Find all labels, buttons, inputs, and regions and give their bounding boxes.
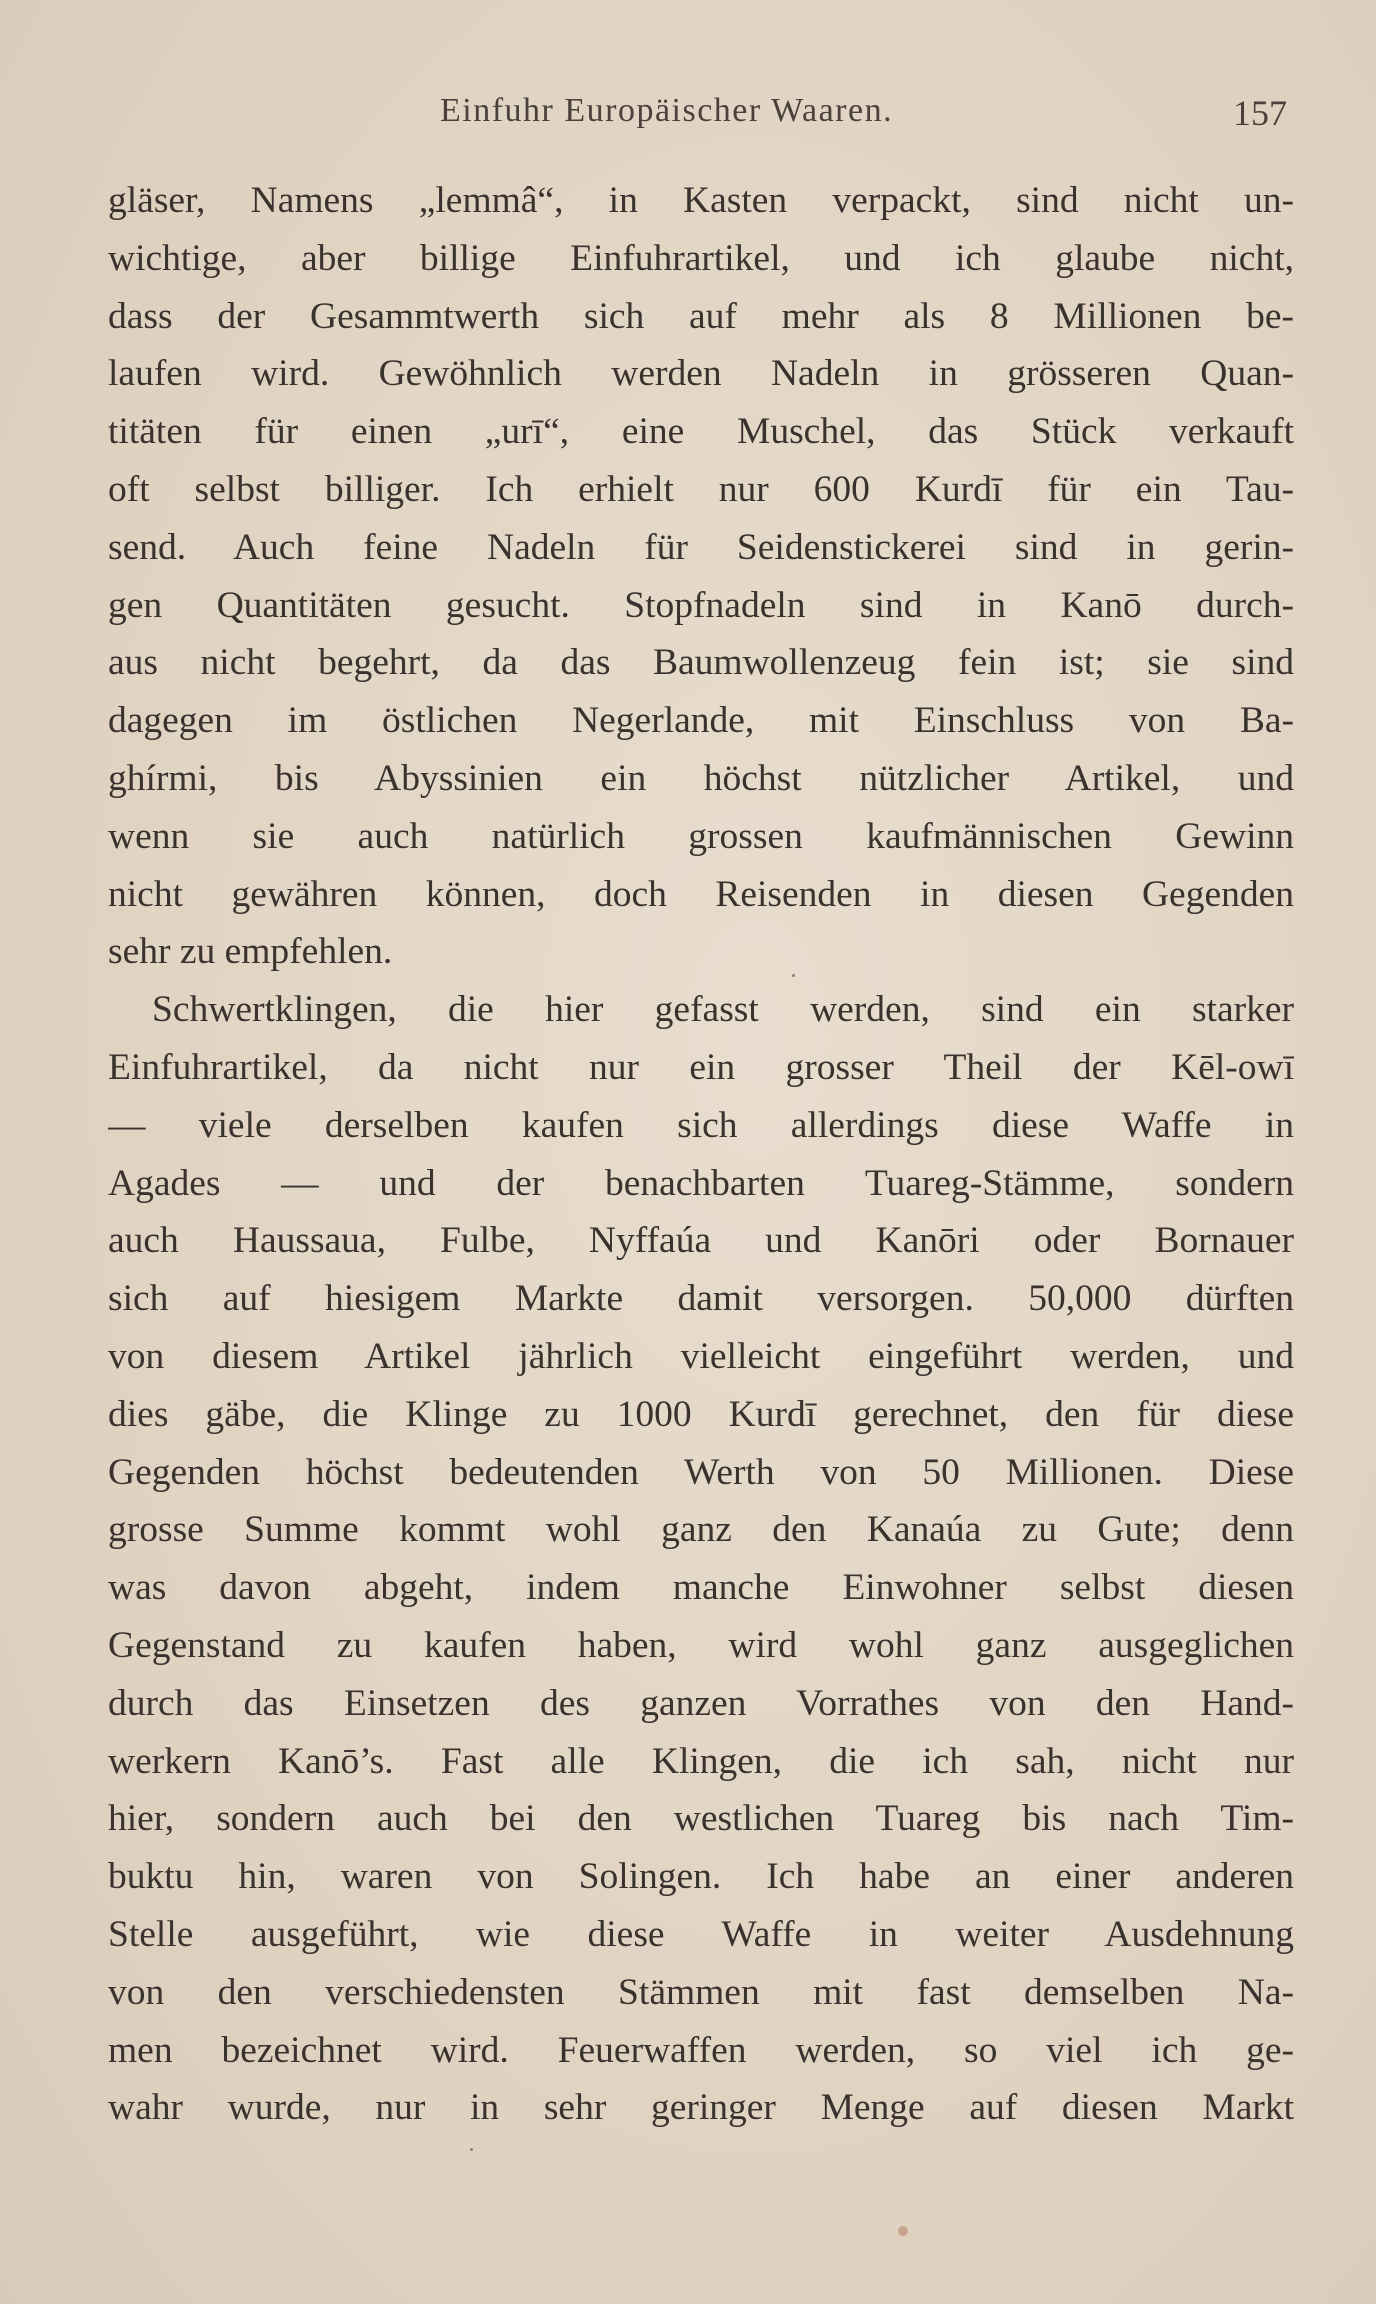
text-line: hier, sondern auch bei den westlichen Tuareg bis nach Tim- xyxy=(108,1798,1294,1840)
text-line: gen Quantitäten gesucht. Stopfnadeln sind in Kanō durch- xyxy=(108,584,1294,626)
text-line: titäten für einen „urī“, eine Muschel, das Stück verkauft xyxy=(108,411,1294,453)
text-line: was davon abgeht, indem manche Einwohner selbst diesen xyxy=(108,1567,1294,1609)
text-line: Gegenden höchst bedeutenden Werth von 50 Millionen. Diese xyxy=(108,1451,1294,1493)
text-line: Einfuhrartikel, da nicht nur ein grosser Theil der Kēl-owī xyxy=(108,1046,1294,1088)
text-line: wenn sie auch natürlich grossen kaufmännischen Gewinn xyxy=(108,815,1294,857)
text-line: oft selbst billiger. Ich erhielt nur 600 Kurdī für ein Tau- xyxy=(108,468,1294,510)
text-line: grosse Summe kommt wohl ganz den Kanaúa zu Gute; denn xyxy=(108,1509,1294,1551)
text-line: dies gäbe, die Klinge zu 1000 Kurdī gerechnet, den für diese xyxy=(108,1393,1294,1435)
text-line: von den verschiedensten Stämmen mit fast demselben Na- xyxy=(108,1971,1294,2013)
text-line: von diesem Artikel jährlich vielleicht eingeführt werden, und xyxy=(108,1335,1294,1377)
paper-stain xyxy=(898,2226,908,2236)
text-line: send. Auch feine Nadeln für Seidenstickerei sind in gerin- xyxy=(108,526,1294,568)
text-line: wahr wurde, nur in sehr geringer Menge auf diesen Markt xyxy=(108,2087,1294,2129)
running-head: Einfuhr Europäischer Waaren. xyxy=(440,92,894,129)
text-line: aus nicht begehrt, da das Baumwollenzeug fein ist; sie sind xyxy=(108,642,1294,684)
text-line: Agades — und der benachbarten Tuareg-Stämme, sondern xyxy=(108,1162,1294,1204)
text-line: wichtige, aber billige Einfuhrartikel, und ich glaube nicht, xyxy=(108,237,1294,279)
text-line: nicht gewähren können, doch Reisenden in diesen Gegenden xyxy=(108,873,1294,915)
text-line: buktu hin, waren von Solingen. Ich habe an einer anderen xyxy=(108,1856,1294,1898)
text-line: dagegen im östlichen Negerlande, mit Einschluss von Ba- xyxy=(108,700,1294,742)
text-line: Gegenstand zu kaufen haben, wird wohl ganz ausgeglichen xyxy=(108,1624,1294,1666)
text-line: men bezeichnet wird. Feuerwaffen werden, so viel ich ge- xyxy=(108,2029,1294,2071)
text-line: werkern Kanō’s. Fast alle Klingen, die ich sah, nicht nur xyxy=(108,1740,1294,1782)
text-line: durch das Einsetzen des ganzen Vorrathes von den Hand- xyxy=(108,1682,1294,1724)
text-line: ghírmi, bis Abyssinien ein höchst nützlicher Artikel, und xyxy=(108,757,1294,799)
text-line: dass der Gesammtwerth sich auf mehr als 8 Millionen be- xyxy=(108,295,1294,337)
text-line: gläser, Namens „lemmâ“, in Kasten verpackt, sind nicht un- xyxy=(108,180,1294,221)
body-text xyxy=(108,172,1294,2137)
page-number: 157 xyxy=(1233,93,1287,133)
page-header xyxy=(0,92,1376,142)
paper-speck xyxy=(470,2148,473,2151)
text-line: laufen wird. Gewöhnlich werden Nadeln in grösseren Quan- xyxy=(108,353,1294,395)
paper-speck xyxy=(792,974,795,977)
text-line: auch Haussaua, Fulbe, Nyffaúa und Kanōri oder Bornauer xyxy=(108,1220,1294,1262)
text-line: Schwertklingen, die hier gefasst werden, sind ein starker xyxy=(152,989,1294,1031)
text-line: Stelle ausgeführt, wie diese Waffe in weiter Ausdehnung xyxy=(108,1913,1294,1955)
text-line: sich auf hiesigem Markte damit versorgen. 50,000 dürften xyxy=(108,1278,1294,1320)
text-line: sehr zu empfehlen. xyxy=(108,931,393,973)
text-line: — viele derselben kaufen sich allerdings diese Waffe in xyxy=(108,1104,1294,1146)
